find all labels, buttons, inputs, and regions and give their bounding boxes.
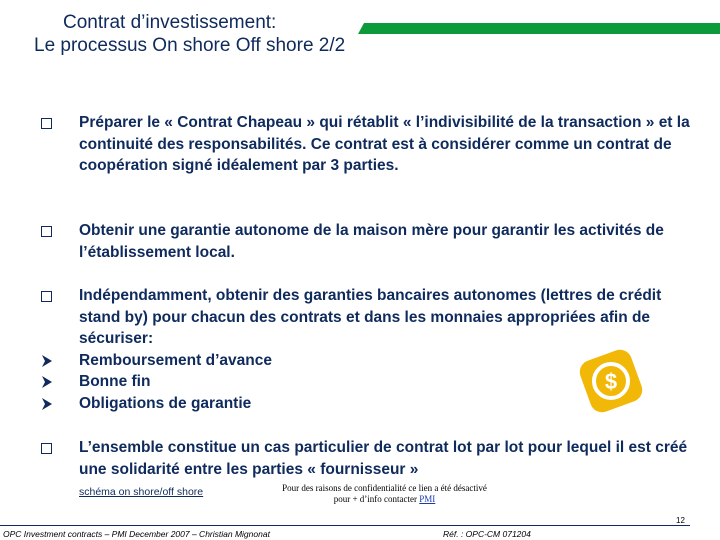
svg-text:$: $ xyxy=(604,369,618,394)
checkbox-bullet-icon xyxy=(41,118,52,129)
pmi-contact-link[interactable]: PMI xyxy=(419,494,436,504)
arrowhead-bullet-icon xyxy=(41,376,53,388)
slide-title-line1: Contrat d’investissement: xyxy=(63,12,277,33)
privacy-note-prefix: pour + d’info contacter xyxy=(333,494,420,504)
arrowhead-bullet-icon xyxy=(41,398,53,410)
sub-bullet-3-text: Obligations de garantie xyxy=(79,395,252,412)
dollar-icon xyxy=(578,348,644,414)
bullet-2-text: Obtenir une garantie autonome de la maison mère pour garantir les activités de l’établissement local. xyxy=(79,222,664,261)
checkbox-bullet-icon xyxy=(41,291,52,302)
bullet-3-text: Indépendamment, obtenir des garanties bancaires autonomes (lettres de crédit stand by) pour chacun des contrats et dans les monnaies appropriées afin de sécuriser: xyxy=(79,287,662,347)
checkbox-bullet-icon xyxy=(41,443,52,454)
sub-bullet-2-text: Bonne fin xyxy=(79,373,151,390)
sub-bullet-1-text: Remboursement d’avance xyxy=(79,352,272,369)
bullet-1-text: Préparer le « Contrat Chapeau » qui rétablit « l’indivisibilité de la transaction » et la continuité des responsabilités. Ce contrat est à considérer comme un contrat de coopération signé idéalement par 3 parties. xyxy=(79,114,690,174)
bullet-4-text: L’ensemble constitue un cas particulier de contrat lot par lot pour lequel il est créé une solidarité entre les parties « fournisseur » xyxy=(79,439,688,478)
schema-link[interactable]: schéma on shore/off shore xyxy=(79,486,204,498)
footer-left-text: OPC Investment contracts – PMI December 2007 – Christian Mignonat xyxy=(3,529,270,539)
footer-divider xyxy=(0,525,690,526)
privacy-note-line2 xyxy=(262,494,507,505)
arrowhead-bullet-icon xyxy=(41,355,53,367)
privacy-note-line1: Pour des raisons de confidentialité ce lien a été désactivé xyxy=(282,483,487,493)
page-number: 12 xyxy=(676,516,685,525)
footer-reference: Réf. : OPC-CM 071204 xyxy=(443,529,531,539)
checkbox-bullet-icon xyxy=(41,226,52,237)
title-accent-bar xyxy=(358,23,720,34)
slide-title-line2: Le processus On shore Off shore 2/2 xyxy=(34,35,346,56)
privacy-note xyxy=(262,483,507,505)
